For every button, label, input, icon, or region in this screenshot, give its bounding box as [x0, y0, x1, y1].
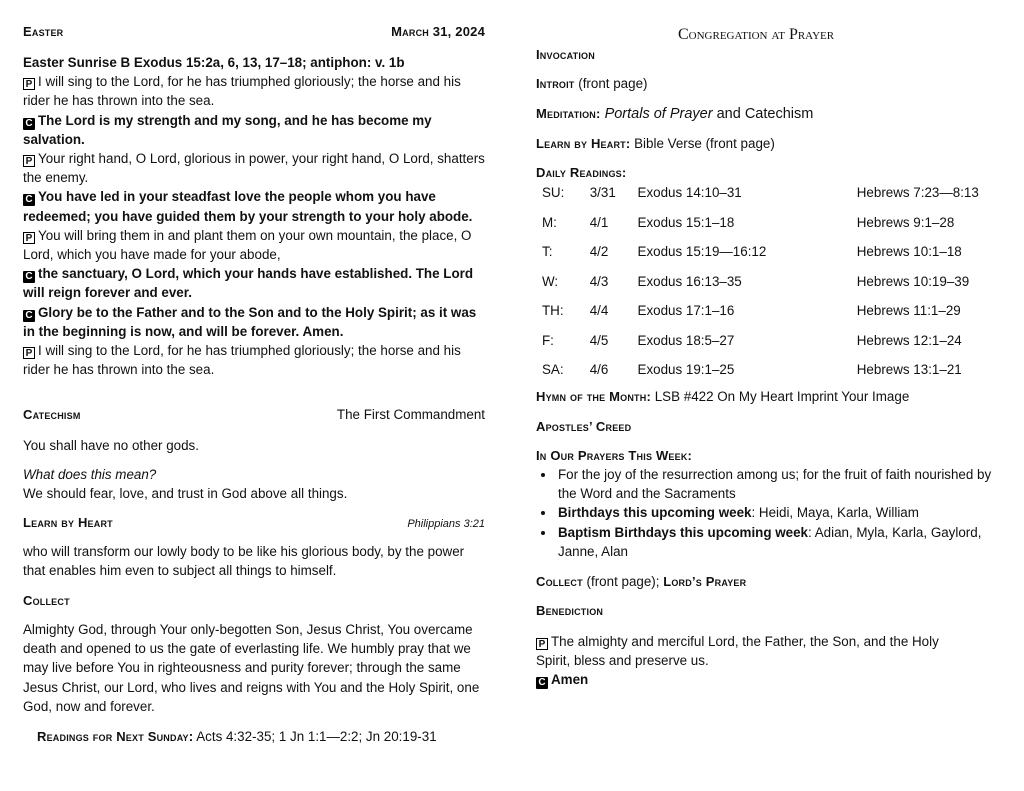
- reading-nt: Hebrews 11:1–29: [856, 303, 961, 319]
- collect-note: (front page);: [586, 574, 660, 589]
- readings-table: [542, 178, 986, 385]
- introit-line: [536, 76, 647, 91]
- congregation-icon: C: [536, 677, 548, 689]
- collect-label-right: Collect: [536, 574, 583, 589]
- reading-ot: Exodus 14:10–31: [637, 185, 742, 201]
- congregation-icon: C: [23, 271, 35, 283]
- catechism-header: [23, 407, 485, 422]
- psalm-section: [23, 53, 485, 379]
- congregation-icon: C: [23, 118, 35, 130]
- pastor-icon: P: [23, 78, 35, 90]
- verse-c-2: C You have led in your steadfast love the people whom you have redeemed; you have guided them by your strength to your holy abode.: [23, 189, 473, 224]
- catechism-question: What does this mean?: [23, 467, 157, 482]
- table-row: [542, 267, 986, 297]
- reading-date: 4/3: [589, 273, 609, 289]
- reading-nt: Hebrews 13:1–21: [856, 362, 962, 378]
- reading-date: 4/1: [589, 214, 609, 230]
- learn-text: who will transform our lowly body to be like his glorious body, by the power that enables him even to subject all things to himself.: [23, 544, 465, 579]
- table-row: [542, 355, 986, 385]
- verse-p-3: P You will bring them in and plant them on your own mountain, the place, O Lord, which you have made for your abode,: [23, 227, 472, 263]
- congregation-icon: C: [23, 194, 35, 206]
- reading-date: 3/31: [589, 185, 616, 201]
- next-label: Readings for Next Sunday: [37, 729, 189, 744]
- reading-day: SA:: [542, 362, 564, 378]
- reading-ot: Exodus 15:1–18: [637, 214, 735, 230]
- table-row: [542, 208, 986, 238]
- benediction-text: P The almighty and merciful Lord, the Father, the Son, and the Holy Spirit, bless and preserve us.: [536, 634, 939, 669]
- learn-header: [23, 515, 485, 530]
- meditation-line: [536, 106, 813, 122]
- meditation-rest: and Catechism: [716, 106, 814, 122]
- reading-day: SU:: [542, 185, 565, 201]
- collect-text: Almighty God, through Your only-begotten Son, Jesus Christ, You overcame death and opened to us the gate of everlasting life. We humbly pray that we may live before You in righteousness and purity forever; through the same Jesus Christ, our Lord, who lives and reigns with You and the Holy Spirit, one God, now and forever.: [23, 622, 480, 714]
- next-text: Acts 4:32-35; 1 Jn 1:1—2:2; Jn 20:19-31: [196, 729, 437, 744]
- collect-line: [536, 574, 746, 589]
- hymn-line: [536, 389, 909, 404]
- list-item: • For the joy of the resurrection among us; for the fruit of faith nourished by the Word and the Sacraments: [556, 465, 996, 503]
- catechism-title: The First Commandment: [336, 407, 485, 422]
- reading-ot: Exodus 15:19—16:12: [637, 244, 767, 260]
- header-date: March 31, 2024: [391, 24, 485, 39]
- benediction-label: Benediction: [536, 603, 604, 618]
- meditation-label: Meditation:: [536, 106, 601, 121]
- verse-c-4: C Glory be to the Father and to the Son and to the Holy Spirit; as it was in the beginning is now, and will be forever. Amen.: [23, 304, 477, 339]
- congregation-icon: C: [23, 310, 35, 322]
- catechism-answer: We should fear, love, and trust in God above all things.: [23, 486, 348, 501]
- catechism-text: You shall have no other gods.: [23, 438, 199, 453]
- reading-date: 4/2: [589, 244, 609, 260]
- reading-day: F:: [542, 332, 554, 348]
- pastor-icon: P: [23, 347, 35, 359]
- reading-nt: Hebrews 10:19–39: [856, 273, 970, 289]
- verse-p-4: P I will sing to the Lord, for he has triumphed gloriously; the horse and his rider he has thrown into the sea.: [23, 343, 461, 378]
- reading-nt: Hebrews 10:1–18: [856, 244, 962, 260]
- reading-day: T:: [542, 244, 553, 260]
- verse-c-3: C the sanctuary, O Lord, which your hands have established. The Lord will reign forever and ever.: [23, 266, 474, 301]
- reading-ot: Exodus 18:5–27: [637, 332, 735, 348]
- list-item: • Baptism Birthdays this upcoming week: Adian, Myla, Karla, Gaylord, Janne, Alan: [556, 523, 996, 561]
- learn-label-right: Learn by Heart:: [536, 136, 631, 151]
- learn-label: Learn by Heart: [23, 515, 113, 530]
- table-row: [542, 178, 986, 208]
- pastor-icon: P: [23, 155, 35, 167]
- reading-nt: Hebrews 9:1–28: [856, 214, 955, 230]
- verse-p-1: P I will sing to the Lord, for he has triumphed gloriously; the horse and his rider he has thrown into the sea.: [23, 74, 461, 109]
- reading-date: 4/4: [589, 303, 609, 319]
- reading-day: TH:: [542, 303, 564, 319]
- verse-c-1: C The Lord is my strength and my song, and he has become my salvation.: [23, 112, 432, 147]
- reading-nt: Hebrews 12:1–24: [856, 332, 962, 348]
- hymn-label: Hymn of the Month:: [536, 389, 651, 404]
- reading-date: 4/5: [589, 332, 609, 348]
- reading-ot: Exodus 16:13–35: [637, 273, 742, 289]
- reading-date: 4/6: [589, 362, 609, 378]
- hymn-text: LSB #422 On My Heart Imprint Your Image: [654, 389, 910, 404]
- introit-label: Introit: [536, 76, 575, 91]
- introit-note: (front page): [578, 76, 648, 91]
- reading-day: M:: [542, 214, 557, 230]
- reading-nt: Hebrews 7:23—8:13: [856, 185, 979, 201]
- lords-prayer: Lord’s Prayer: [663, 574, 747, 589]
- next-readings: Readings for Next Sunday: Acts 4:32-35; 1 Jn 1:1—2:2; Jn 20:19-31: [37, 729, 437, 744]
- pastor-icon: P: [23, 232, 35, 244]
- collect-label: Collect: [23, 593, 70, 608]
- reading-ot: Exodus 19:1–25: [637, 362, 735, 378]
- meditation-italic: Portals of Prayer: [604, 106, 713, 122]
- psalm-heading: Easter Sunrise B Exodus 15:2a, 6, 13, 17–18; antiphon: v. 1b: [23, 55, 405, 70]
- learn-line: [536, 136, 775, 151]
- learn-text-right: Bible Verse (front page): [634, 136, 775, 151]
- amen: Amen: [551, 672, 589, 687]
- table-row: [542, 326, 986, 356]
- list-item: • Birthdays this upcoming week: Heidi, Maya, Karla, William: [556, 503, 996, 522]
- reading-ot: Exodus 17:1–16: [637, 303, 735, 319]
- pastor-icon: P: [536, 638, 548, 650]
- verse-p-2: P Your right hand, O Lord, glorious in power, your right hand, O Lord, shatters the enemy.: [23, 151, 485, 186]
- invocation: Invocation: [536, 47, 595, 62]
- daily-label: Daily Readings:: [536, 165, 627, 180]
- table-row: [542, 296, 986, 326]
- learn-ref: Philippians 3:21: [407, 518, 485, 530]
- prayers-list: [536, 465, 996, 561]
- header-title: Easter: [23, 24, 64, 39]
- creed: Apostles’ Creed: [536, 419, 632, 434]
- left-header: [23, 24, 485, 39]
- table-row: [542, 237, 986, 267]
- catechism-label: Catechism: [23, 407, 81, 422]
- amen-line: [536, 670, 588, 689]
- reading-day: W:: [542, 273, 559, 289]
- page-title: Congregation at Prayer: [678, 26, 835, 43]
- prayers-label: In Our Prayers This Week:: [536, 448, 693, 463]
